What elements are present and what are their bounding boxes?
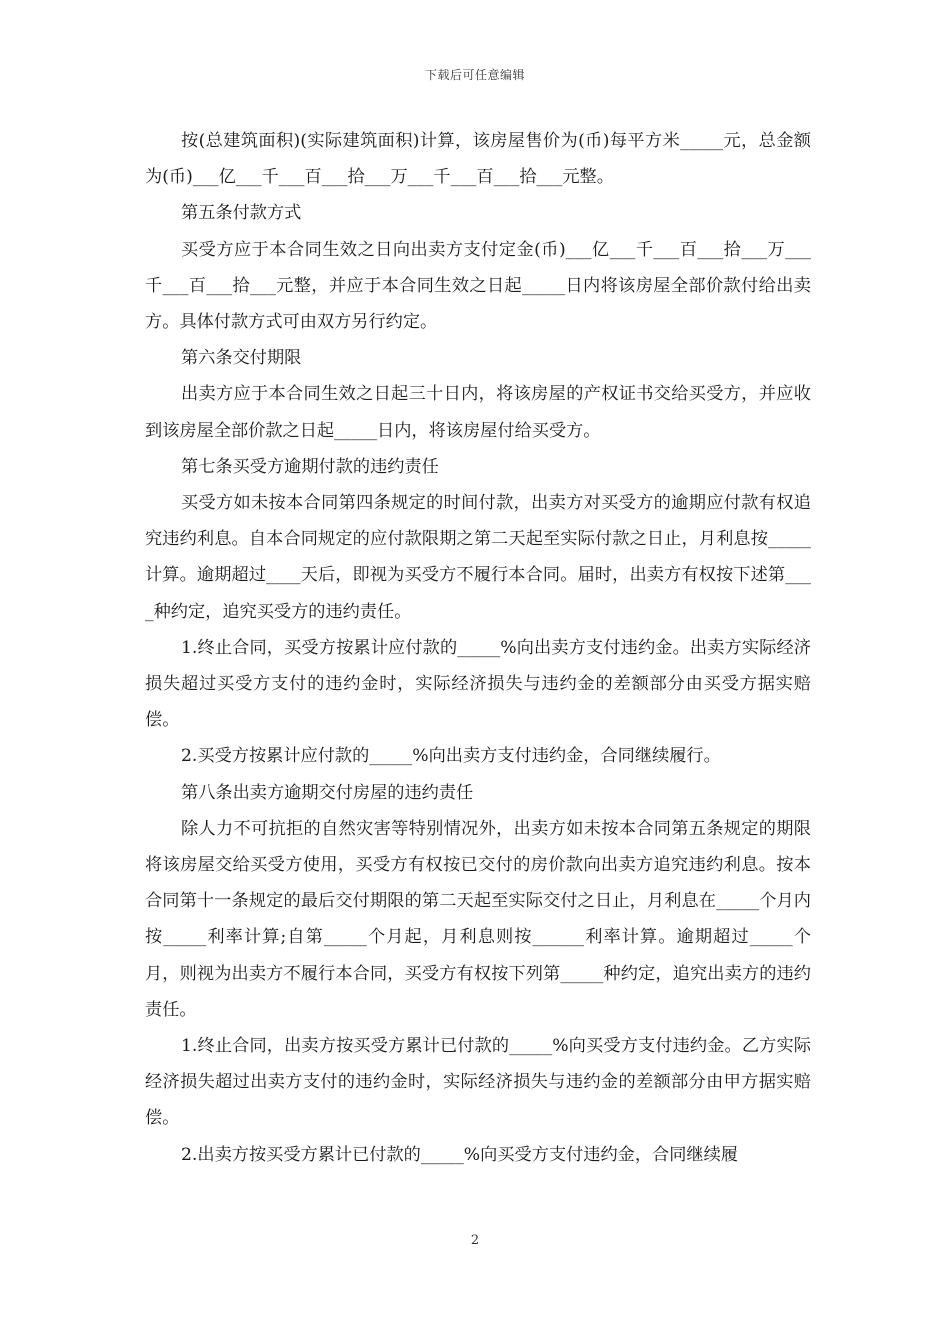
paragraph-buyer-option-1: 1.终止合同，买受方按累计应付款的_____%向出卖方支付违约金。出卖方实际经济损失超过买受方支付的违约金时，实际经济损失与违约金的差额部分由买受方据实赔偿。 — [145, 637, 811, 731]
paragraph-seller-option-1: 1.终止合同，出卖方按买受方累计已付款的_____%向买受方支付违约金。乙方实际经济损失超过出卖方支付的违约金时，实际经济损失与违约金的差额部分由甲方据实赔偿。 — [145, 1036, 811, 1129]
heading-article-5: 第五条付款方式 — [181, 203, 302, 224]
heading-article-7: 第七条买受方逾期付款的违约责任 — [181, 456, 439, 477]
paragraph-buyer-late-payment: 买受方如未按本合同第四条规定的时间付款，出卖方对买受方的逾期应付款有权追究违约利息。自本合同规定的应付款限期之第二天起至实际付款之日止，月利息按_____计算。逾期超过____天后，即视为买受方不履行本合同。届时，出卖方有权按下述第____种约定，追究买受方的违约责任。 — [145, 493, 811, 622]
heading-article-6: 第六条交付期限 — [181, 348, 302, 369]
heading-article-8: 第八条出卖方逾期交付房屋的违约责任 — [181, 782, 474, 803]
paragraph-deposit: 买受方应于本合同生效之日向出卖方支付定金(币)___亿___千___百___拾___万___千___百___拾___元整，并应于本合同生效之日起_____日内将该房屋全部价款付给出卖方。具体付款方式可由双方另行约定。 — [145, 239, 811, 333]
page-header: 下载后可任意编辑 — [424, 68, 525, 82]
paragraph-delivery-deadline: 出卖方应于本合同生效之日起三十日内，将该房屋的产权证书交给买受方，并应收到该房屋全部价款之日起_____日内，将该房屋付给买受方。 — [145, 384, 811, 441]
paragraph-price-calculation: 按(总建筑面积)(实际建筑面积)计算，该房屋售价为(币)每平方米_____元，总金额为(币)___亿___千___百___拾___万___千___百___拾___元整。 — [145, 131, 811, 188]
paragraph-seller-option-2: 2.出卖方按买受方累计已付款的_____%向买受方支付违约金，合同继续履 — [181, 1144, 738, 1165]
paragraph-buyer-option-2: 2.买受方按累计应付款的_____%向出卖方支付违约金，合同继续履行。 — [181, 746, 721, 767]
document-body — [145, 123, 811, 1173]
paragraph-seller-late-delivery: 除人力不可抗拒的自然灾害等特别情况外，出卖方如未按本合同第五条规定的期限将该房屋交给买受方使用，买受方有权按已交付的房价款向出卖方追究违约利息。按本合同第十一条规定的最后交付期限的第二天起至实际交付之日止，月利息在_____个月内按_____利率计算;自第_____个月起，月利息则按______利率计算。逾期超过_____个月，则视为出卖方不履行本合同，买受方有权按下列第_____种约定，追究出卖方的违约责任。 — [145, 818, 811, 1020]
page-number: 2 — [470, 1233, 480, 1248]
